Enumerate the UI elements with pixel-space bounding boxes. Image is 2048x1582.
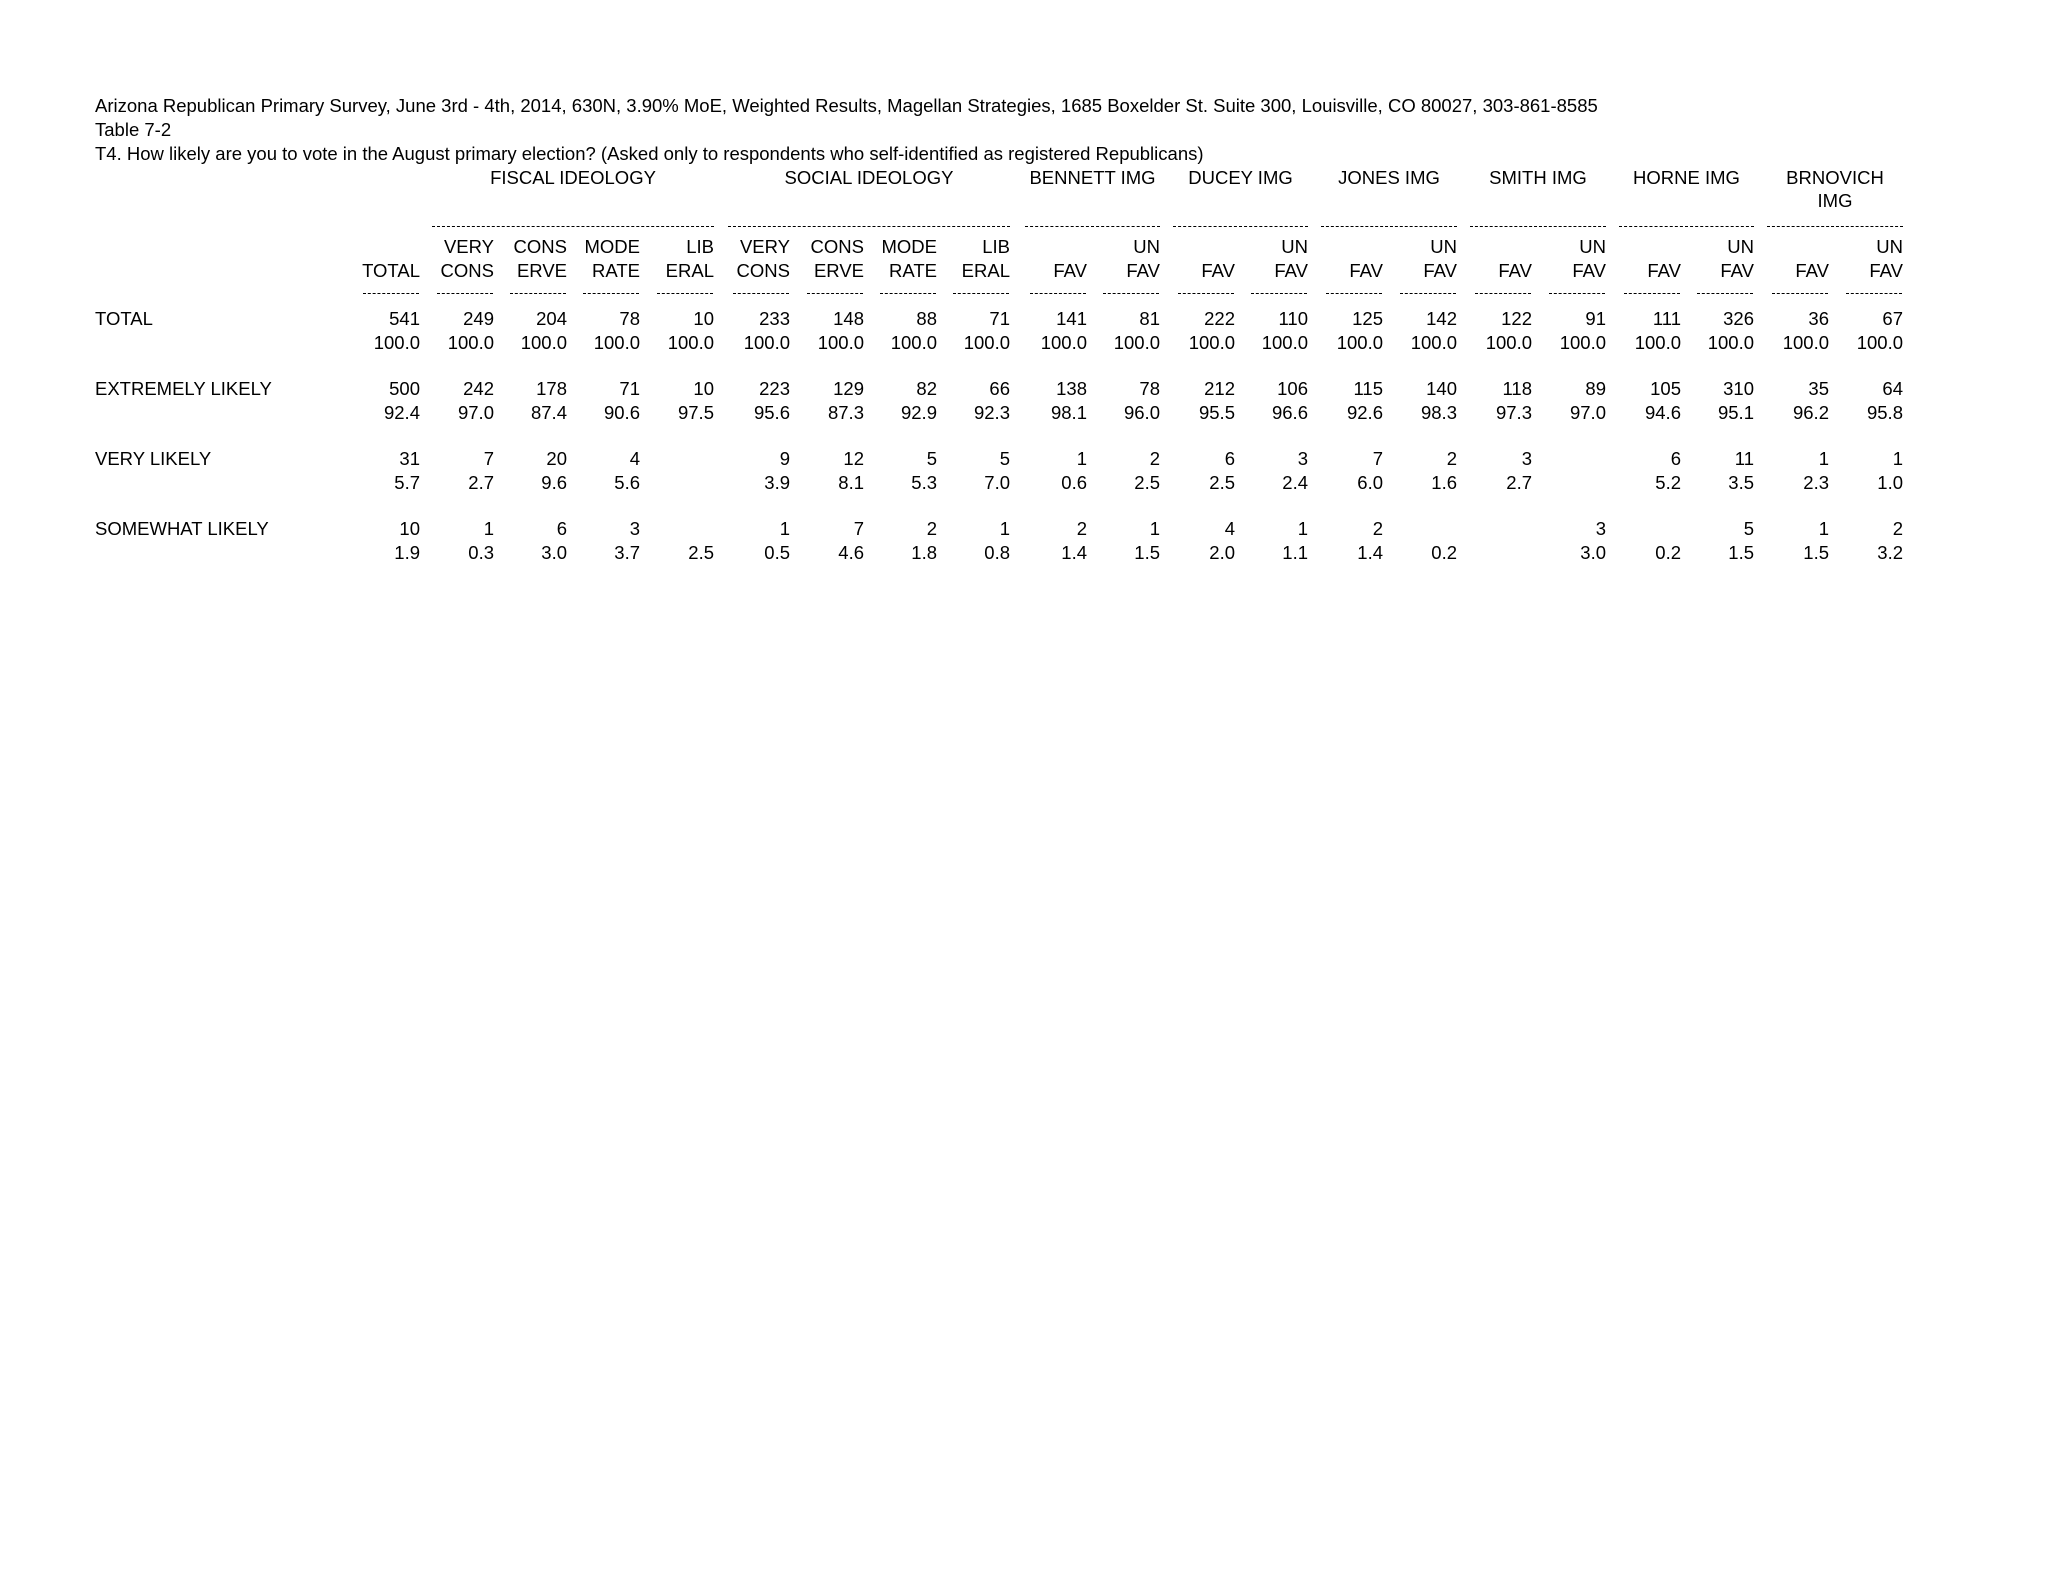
percent-cell: 2.5 bbox=[1134, 472, 1160, 493]
percent-cell: 97.0 bbox=[1569, 402, 1606, 423]
column-underline bbox=[1624, 293, 1680, 294]
column-header-line: ERVE bbox=[516, 260, 567, 281]
group-header-line: IMG bbox=[1817, 190, 1853, 211]
column-underline bbox=[363, 293, 419, 294]
count-cell: 222 bbox=[1204, 308, 1235, 329]
count-cell: 2 bbox=[926, 518, 937, 539]
count-cell: 11 bbox=[1734, 448, 1754, 469]
count-cell: 142 bbox=[1426, 308, 1457, 329]
column-header-line: TOTAL bbox=[362, 260, 420, 281]
column-underline bbox=[733, 293, 789, 294]
group-underline bbox=[1767, 226, 1903, 227]
column-header-line: CONS bbox=[736, 260, 790, 281]
count-cell: 3 bbox=[629, 518, 640, 539]
percent-cell: 1.1 bbox=[1282, 542, 1308, 563]
column-header-line: FAV bbox=[1720, 260, 1754, 281]
group-header-line: SMITH IMG bbox=[1489, 167, 1587, 188]
column-underline bbox=[437, 293, 493, 294]
count-cell: 1 bbox=[1818, 448, 1829, 469]
percent-cell: 1.8 bbox=[911, 542, 937, 563]
count-cell: 138 bbox=[1056, 378, 1087, 399]
count-cell: 3 bbox=[1595, 518, 1606, 539]
count-cell: 6 bbox=[1670, 448, 1681, 469]
count-cell: 148 bbox=[833, 308, 864, 329]
percent-cell: 100.0 bbox=[1634, 332, 1681, 353]
group-header-line: SOCIAL IDEOLOGY bbox=[784, 167, 954, 188]
column-header-line: FAV bbox=[1423, 260, 1457, 281]
column-header-line: RATE bbox=[592, 260, 640, 281]
count-cell: 10 bbox=[693, 308, 714, 329]
count-cell: 2 bbox=[1446, 448, 1457, 469]
column-underline bbox=[1772, 293, 1828, 294]
row-label: TOTAL bbox=[95, 308, 153, 329]
count-cell: 2 bbox=[1372, 518, 1383, 539]
group-header-line: DUCEY IMG bbox=[1188, 167, 1293, 188]
percent-cell: 100.0 bbox=[1261, 332, 1308, 353]
count-cell: 35 bbox=[1808, 378, 1829, 399]
percent-cell: 5.6 bbox=[614, 472, 640, 493]
column-underline bbox=[1697, 293, 1753, 294]
percent-cell: 6.0 bbox=[1357, 472, 1383, 493]
count-cell: 212 bbox=[1204, 378, 1235, 399]
percent-cell: 0.2 bbox=[1431, 542, 1457, 563]
count-cell: 2 bbox=[1892, 518, 1903, 539]
count-cell: 7 bbox=[853, 518, 864, 539]
column-header-line: UN bbox=[1579, 236, 1606, 257]
percent-cell: 95.1 bbox=[1717, 402, 1754, 423]
table-label: Table 7-2 bbox=[95, 119, 172, 140]
column-underline bbox=[1475, 293, 1531, 294]
column-header-line: LIB bbox=[982, 236, 1010, 257]
percent-cell: 100.0 bbox=[1336, 332, 1383, 353]
count-cell: 71 bbox=[619, 378, 640, 399]
column-header-line: MODE bbox=[881, 236, 937, 257]
count-cell: 326 bbox=[1723, 308, 1754, 329]
percent-cell: 97.5 bbox=[677, 402, 714, 423]
count-cell: 12 bbox=[843, 448, 864, 469]
percent-cell: 7.0 bbox=[984, 472, 1010, 493]
column-underline bbox=[1030, 293, 1086, 294]
count-cell: 110 bbox=[1278, 308, 1308, 329]
count-cell: 5 bbox=[999, 448, 1010, 469]
survey-info-line: Arizona Republican Primary Survey, June 3rd - 4th, 2014, 630N, 3.90% MoE, Weighted Results, Magellan Strategies, 1685 Boxelder St. Suite 300, Louisville, CO 80027, 303-861-8585 bbox=[95, 95, 1598, 116]
count-cell: 6 bbox=[556, 518, 567, 539]
column-header-line: CONS bbox=[810, 236, 864, 257]
group-underline bbox=[1173, 226, 1308, 227]
percent-cell: 1.4 bbox=[1357, 542, 1383, 563]
percent-cell: 2.5 bbox=[688, 542, 714, 563]
percent-cell: 0.5 bbox=[764, 542, 790, 563]
percent-cell: 100.0 bbox=[1485, 332, 1532, 353]
percent-cell: 92.4 bbox=[383, 402, 420, 423]
column-header-line: FAV bbox=[1349, 260, 1383, 281]
count-cell: 78 bbox=[619, 308, 640, 329]
count-cell: 1 bbox=[483, 518, 494, 539]
percent-cell: 3.0 bbox=[541, 542, 567, 563]
percent-cell: 0.8 bbox=[984, 542, 1010, 563]
percent-cell: 5.7 bbox=[394, 472, 420, 493]
count-cell: 81 bbox=[1139, 308, 1160, 329]
percent-cell: 100.0 bbox=[1113, 332, 1160, 353]
column-underline bbox=[1846, 293, 1902, 294]
group-header-line: FISCAL IDEOLOGY bbox=[490, 167, 656, 188]
count-cell: 2 bbox=[1149, 448, 1160, 469]
column-header-line: ERAL bbox=[961, 260, 1010, 281]
count-cell: 89 bbox=[1585, 378, 1606, 399]
percent-cell: 100.0 bbox=[1188, 332, 1235, 353]
percent-cell: 100.0 bbox=[1040, 332, 1087, 353]
row-label: VERY LIKELY bbox=[95, 448, 212, 469]
group-header-line: JONES IMG bbox=[1338, 167, 1440, 188]
count-cell: 204 bbox=[536, 308, 567, 329]
column-header-line: LIB bbox=[686, 236, 714, 257]
percent-cell: 5.2 bbox=[1655, 472, 1681, 493]
count-cell: 242 bbox=[463, 378, 494, 399]
count-cell: 129 bbox=[833, 378, 864, 399]
count-cell: 91 bbox=[1585, 308, 1606, 329]
count-cell: 178 bbox=[536, 378, 567, 399]
column-header-line: FAV bbox=[1126, 260, 1160, 281]
count-cell: 10 bbox=[693, 378, 714, 399]
column-underline bbox=[657, 293, 713, 294]
count-cell: 5 bbox=[926, 448, 937, 469]
percent-cell: 3.7 bbox=[614, 542, 640, 563]
percent-cell: 1.9 bbox=[394, 542, 420, 563]
group-header bbox=[1171, 166, 1310, 189]
group-header bbox=[726, 166, 1012, 189]
column-underline bbox=[1400, 293, 1456, 294]
count-cell: 88 bbox=[916, 308, 937, 329]
percent-cell: 2.0 bbox=[1209, 542, 1235, 563]
percent-cell: 100.0 bbox=[817, 332, 864, 353]
column-underline bbox=[953, 293, 1009, 294]
percent-cell: 1.5 bbox=[1134, 542, 1160, 563]
count-cell: 1 bbox=[1149, 518, 1160, 539]
percent-cell: 1.5 bbox=[1803, 542, 1829, 563]
percent-cell: 100.0 bbox=[1559, 332, 1606, 353]
count-cell: 106 bbox=[1277, 378, 1308, 399]
count-cell: 78 bbox=[1139, 378, 1160, 399]
percent-cell: 1.0 bbox=[1877, 472, 1903, 493]
percent-cell: 2.3 bbox=[1803, 472, 1829, 493]
percent-cell: 0.3 bbox=[468, 542, 494, 563]
group-header bbox=[1765, 166, 1905, 212]
percent-cell: 8.1 bbox=[838, 472, 864, 493]
column-header-line: UN bbox=[1281, 236, 1308, 257]
column-header-line: CONS bbox=[440, 260, 494, 281]
count-cell: 1 bbox=[1076, 448, 1087, 469]
group-underline bbox=[728, 226, 1010, 227]
percent-cell: 1.5 bbox=[1728, 542, 1754, 563]
percent-cell: 2.4 bbox=[1282, 472, 1308, 493]
column-header-line: FAV bbox=[1869, 260, 1903, 281]
group-underline bbox=[1470, 226, 1606, 227]
percent-cell: 100.0 bbox=[743, 332, 790, 353]
count-cell: 115 bbox=[1353, 378, 1383, 399]
group-header bbox=[1319, 166, 1459, 189]
column-header-line: FAV bbox=[1647, 260, 1681, 281]
column-header-line: UN bbox=[1133, 236, 1160, 257]
count-cell: 310 bbox=[1723, 378, 1754, 399]
count-cell: 223 bbox=[759, 378, 790, 399]
column-underline bbox=[510, 293, 566, 294]
percent-cell: 95.6 bbox=[753, 402, 790, 423]
percent-cell: 4.6 bbox=[838, 542, 864, 563]
percent-cell: 100.0 bbox=[1856, 332, 1903, 353]
percent-cell: 3.5 bbox=[1728, 472, 1754, 493]
group-header-line: HORNE IMG bbox=[1633, 167, 1740, 188]
column-header-line: CONS bbox=[513, 236, 567, 257]
percent-cell: 2.7 bbox=[468, 472, 494, 493]
percent-cell: 96.0 bbox=[1123, 402, 1160, 423]
percent-cell: 92.6 bbox=[1346, 402, 1383, 423]
question-text: T4. How likely are you to vote in the August primary election? (Asked only to respondents who self-identified as registered Republicans) bbox=[95, 143, 1204, 164]
percent-cell: 100.0 bbox=[373, 332, 420, 353]
column-underline bbox=[1251, 293, 1307, 294]
column-header-line: MODE bbox=[584, 236, 640, 257]
column-underline bbox=[1549, 293, 1605, 294]
column-underline bbox=[583, 293, 639, 294]
percent-cell: 90.6 bbox=[603, 402, 640, 423]
count-cell: 71 bbox=[989, 308, 1010, 329]
count-cell: 1 bbox=[1892, 448, 1903, 469]
count-cell: 66 bbox=[989, 378, 1010, 399]
percent-cell: 87.4 bbox=[530, 402, 567, 423]
percent-cell: 92.3 bbox=[973, 402, 1010, 423]
group-header-line: BENNETT IMG bbox=[1029, 167, 1156, 188]
column-header-line: RATE bbox=[889, 260, 937, 281]
group-header bbox=[1617, 166, 1756, 189]
percent-cell: 87.3 bbox=[827, 402, 864, 423]
percent-cell: 9.6 bbox=[541, 472, 567, 493]
percent-cell: 97.3 bbox=[1495, 402, 1532, 423]
percent-cell: 3.0 bbox=[1580, 542, 1606, 563]
count-cell: 3 bbox=[1297, 448, 1308, 469]
count-cell: 141 bbox=[1056, 308, 1087, 329]
column-header-line: ERVE bbox=[813, 260, 864, 281]
column-header-line: FAV bbox=[1274, 260, 1308, 281]
column-header-line: FAV bbox=[1572, 260, 1606, 281]
count-cell: 31 bbox=[399, 448, 420, 469]
column-header-line: UN bbox=[1876, 236, 1903, 257]
percent-cell: 96.6 bbox=[1271, 402, 1308, 423]
count-cell: 2 bbox=[1076, 518, 1087, 539]
percent-cell: 98.1 bbox=[1050, 402, 1087, 423]
percent-cell: 94.6 bbox=[1644, 402, 1681, 423]
count-cell: 9 bbox=[779, 448, 790, 469]
count-cell: 1 bbox=[1818, 518, 1829, 539]
count-cell: 1 bbox=[779, 518, 790, 539]
count-cell: 541 bbox=[389, 308, 420, 329]
group-header-line: BRNOVICH bbox=[1786, 167, 1884, 188]
percent-cell: 100.0 bbox=[1782, 332, 1829, 353]
count-cell: 105 bbox=[1650, 378, 1681, 399]
percent-cell: 0.2 bbox=[1655, 542, 1681, 563]
count-cell: 125 bbox=[1352, 308, 1383, 329]
column-header-line: FAV bbox=[1201, 260, 1235, 281]
column-header-line: FAV bbox=[1053, 260, 1087, 281]
count-cell: 1 bbox=[1297, 518, 1308, 539]
percent-cell: 95.8 bbox=[1866, 402, 1903, 423]
column-underline bbox=[807, 293, 863, 294]
percent-cell: 100.0 bbox=[667, 332, 714, 353]
column-underline bbox=[1326, 293, 1382, 294]
percent-cell: 2.5 bbox=[1209, 472, 1235, 493]
column-header-line: UN bbox=[1430, 236, 1457, 257]
column-header-line: FAV bbox=[1795, 260, 1829, 281]
percent-cell: 0.6 bbox=[1061, 472, 1087, 493]
percent-cell: 1.4 bbox=[1061, 542, 1087, 563]
count-cell: 4 bbox=[1224, 518, 1235, 539]
group-underline bbox=[432, 226, 714, 227]
count-cell: 122 bbox=[1501, 308, 1532, 329]
group-underline bbox=[1025, 226, 1160, 227]
count-cell: 111 bbox=[1652, 308, 1681, 329]
column-underline bbox=[1178, 293, 1234, 294]
column-underline bbox=[880, 293, 936, 294]
count-cell: 36 bbox=[1808, 308, 1829, 329]
percent-cell: 1.6 bbox=[1431, 472, 1457, 493]
column-underline bbox=[1103, 293, 1159, 294]
count-cell: 233 bbox=[759, 308, 790, 329]
row-label: SOMEWHAT LIKELY bbox=[95, 518, 269, 539]
group-header bbox=[430, 166, 716, 189]
count-cell: 4 bbox=[629, 448, 640, 469]
percent-cell: 100.0 bbox=[593, 332, 640, 353]
percent-cell: 100.0 bbox=[447, 332, 494, 353]
percent-cell: 2.7 bbox=[1506, 472, 1532, 493]
count-cell: 3 bbox=[1521, 448, 1532, 469]
column-header-line: VERY bbox=[739, 236, 790, 257]
percent-cell: 92.9 bbox=[900, 402, 937, 423]
count-cell: 67 bbox=[1882, 308, 1903, 329]
percent-cell: 100.0 bbox=[890, 332, 937, 353]
group-header bbox=[1468, 166, 1608, 189]
count-cell: 118 bbox=[1502, 378, 1532, 399]
column-header-line: VERY bbox=[443, 236, 494, 257]
count-cell: 5 bbox=[1743, 518, 1754, 539]
count-cell: 7 bbox=[1372, 448, 1383, 469]
percent-cell: 100.0 bbox=[963, 332, 1010, 353]
count-cell: 64 bbox=[1882, 378, 1903, 399]
percent-cell: 98.3 bbox=[1420, 402, 1457, 423]
count-cell: 140 bbox=[1426, 378, 1457, 399]
count-cell: 249 bbox=[463, 308, 494, 329]
row-label: EXTREMELY LIKELY bbox=[95, 378, 272, 399]
percent-cell: 5.3 bbox=[911, 472, 937, 493]
column-header-line: FAV bbox=[1498, 260, 1532, 281]
group-underline bbox=[1321, 226, 1457, 227]
count-cell: 7 bbox=[483, 448, 494, 469]
percent-cell: 95.5 bbox=[1198, 402, 1235, 423]
column-header-line: ERAL bbox=[665, 260, 714, 281]
count-cell: 1 bbox=[999, 518, 1010, 539]
count-cell: 6 bbox=[1224, 448, 1235, 469]
percent-cell: 100.0 bbox=[1410, 332, 1457, 353]
percent-cell: 97.0 bbox=[457, 402, 494, 423]
count-cell: 10 bbox=[399, 518, 420, 539]
group-header bbox=[1023, 166, 1162, 189]
percent-cell: 96.2 bbox=[1792, 402, 1829, 423]
percent-cell: 100.0 bbox=[520, 332, 567, 353]
group-underline bbox=[1619, 226, 1754, 227]
column-header-line: UN bbox=[1727, 236, 1754, 257]
percent-cell: 100.0 bbox=[1707, 332, 1754, 353]
count-cell: 500 bbox=[389, 378, 420, 399]
percent-cell: 3.2 bbox=[1877, 542, 1903, 563]
count-cell: 20 bbox=[546, 448, 567, 469]
count-cell: 82 bbox=[916, 378, 937, 399]
percent-cell: 3.9 bbox=[764, 472, 790, 493]
